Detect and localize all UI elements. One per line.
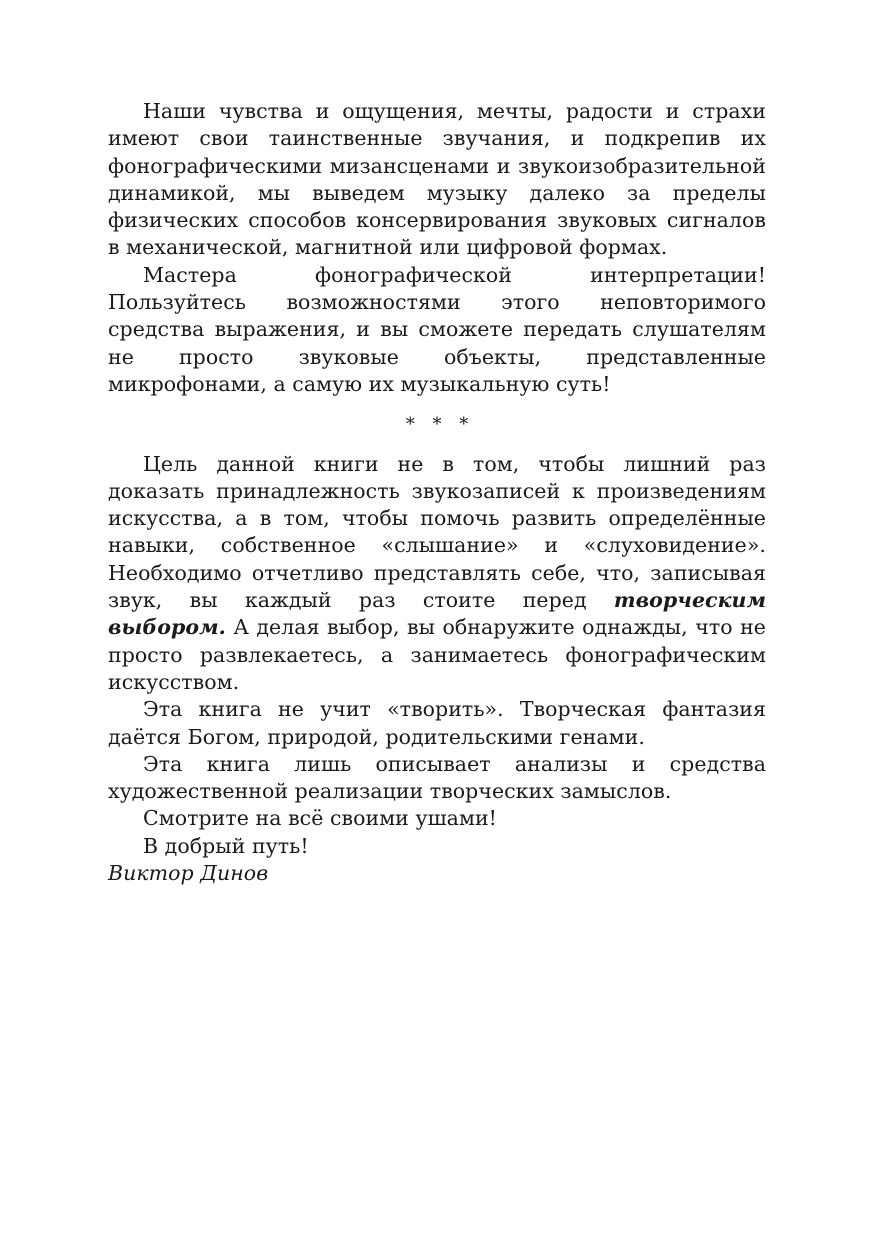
emphasis-creative-choice: творческим выбором.	[108, 588, 766, 640]
goal-text-start: Цель данной книги не в том, чтобы лишний раз доказать принадлежность звукозаписей к произведениям искусства, а в том, чтобы помочь развить определённые навыки, собственное «слышание» и «слуховидение». Необходимо отчетливо представлять себе, что, записывая звук, вы каждый раз стоите перед	[108, 451, 766, 613]
paragraph-book-goal	[108, 451, 766, 697]
paragraph-good-luck: В добрый путь!	[143, 833, 309, 858]
paragraph-masters: Мастера фонографической интерпретации! Пользуйтесь возможностями этого неповторимого средства выражения, и вы сможете передать слушателям не просто звуковые объекты, представленные микрофонами, а самую их музыкальную суть!	[108, 262, 766, 396]
paragraph-look-with-ears: Смотрите на всё своими ушами!	[143, 806, 497, 831]
paragraph-does-not-teach: Эта книга не учит «творить». Творческая фантазия даётся Богом, природой, родительскими генами.	[108, 697, 766, 749]
paragraph-feelings: Наши чувства и ощущения, мечты, радости и страхи имеют свои таинственные звучания, и подкрепив их фонографическими мизансценами и звукоизобразительной динамикой, мы выведем музыку далеко за пределы физических способов консервирования звуковых сигналов в механической, магнитной или цифровой формах.	[108, 99, 766, 260]
section-separator: * * *	[405, 414, 475, 436]
page-body	[108, 98, 766, 887]
goal-text-end: А делая выбор, вы обнаружите однажды, что не просто развлекаетесь, а занимаетесь фонографическим искусством.	[108, 615, 766, 694]
paragraph-describes: Эта книга лишь описывает анализы и средства художественной реализации творческих замыслов.	[108, 751, 766, 804]
author-signature: Виктор Динов	[108, 861, 269, 886]
